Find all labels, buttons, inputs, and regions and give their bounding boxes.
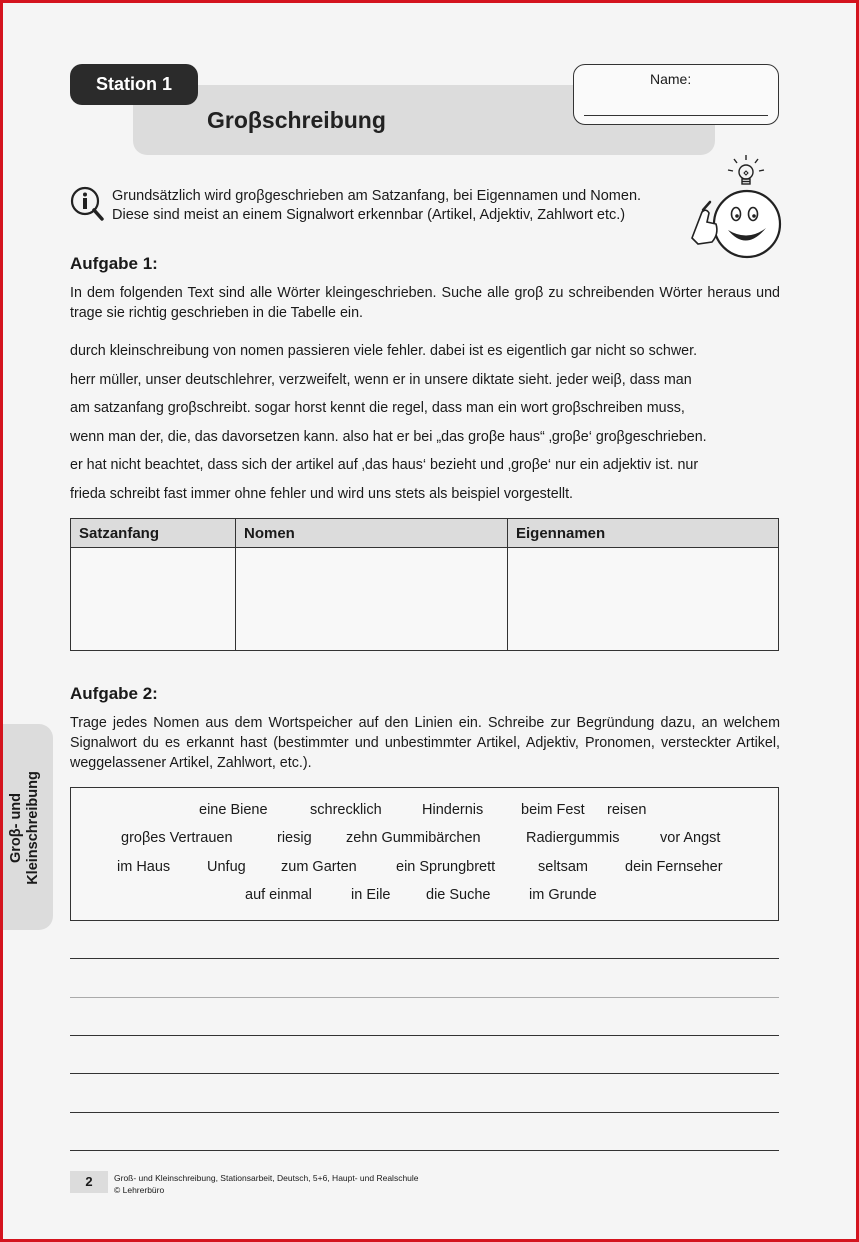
side-tab-line-2: Kleinschreibung	[25, 771, 41, 885]
table-cell-satzanfang[interactable]	[71, 548, 236, 651]
side-tab-label	[8, 771, 42, 885]
name-label: Name:	[650, 71, 692, 87]
story-line: herr müller, unser deutschlehrer, verzweifelt, wenn er in unsere diktate sieht. jeder weiβ, dass man	[70, 371, 692, 388]
word-item: eine Biene	[199, 802, 268, 818]
word-item: im Haus	[117, 859, 171, 875]
task1-heading: Aufgabe 1:	[70, 254, 158, 273]
word-item: vor Angst	[660, 830, 721, 846]
write-line[interactable]	[70, 1035, 779, 1036]
story-line: durch kleinschreibung von nomen passieren viele fehler. dabei ist es eigentlich gar nicht so schwer.	[70, 343, 698, 359]
footer-line-2: © Lehrerbüro	[114, 1185, 165, 1195]
table-header-nomen: Nomen	[236, 519, 508, 548]
write-line[interactable]	[70, 1073, 779, 1074]
word-item: reisen	[607, 802, 647, 818]
task1-story	[70, 337, 780, 509]
page-number: 2	[70, 1171, 108, 1193]
word-bank	[70, 787, 779, 921]
smiley-lightbulb-icon	[688, 154, 784, 260]
name-write-line[interactable]	[584, 115, 768, 116]
word-item: Radiergummis	[526, 830, 620, 846]
word-item: in Eile	[351, 887, 391, 903]
page-title: Groβschreibung	[207, 107, 386, 133]
word-item: seltsam	[538, 859, 588, 875]
task1-instruction: In dem folgenden Text sind alle Wörter kleingeschrieben. Suche alle groβ zu schreibenden Wörter heraus und trage sie richtig geschrieben in die Tabelle ein.	[70, 285, 780, 321]
table-header-eigennamen: Eigennamen	[508, 519, 779, 548]
task2-heading: Aufgabe 2:	[70, 684, 158, 703]
story-line: wenn man der, die, das davorsetzen kann. also hat er bei „das groβe haus“ ‚groβe‘ groβgeschrieben.	[70, 428, 707, 445]
table-cell-eigennamen[interactable]	[508, 548, 779, 651]
story-line: am satzanfang groβschreibt. sogar horst kennt die regel, dass man ein wort groβschreiben muss,	[70, 400, 685, 417]
word-item: Hindernis	[422, 802, 484, 818]
write-line[interactable]	[70, 1112, 779, 1113]
word-item: zum Garten	[281, 859, 357, 875]
write-line[interactable]	[70, 958, 779, 959]
word-item: riesig	[277, 830, 312, 846]
word-item: die Suche	[426, 887, 491, 903]
word-item: ein Sprungbrett	[396, 859, 496, 875]
info-text	[112, 187, 641, 225]
word-item: auf einmal	[245, 887, 312, 903]
story-line: frieda schreibt fast immer ohne fehler und wird uns stets als beispiel vorgestellt.	[70, 485, 574, 502]
word-item: im Grunde	[529, 887, 597, 903]
table-cell-nomen[interactable]	[236, 548, 508, 651]
task2-instruction: Trage jedes Nomen aus dem Wortspeicher auf den Linien ein. Schreibe zur Begründung dazu, an welchem Signalwort du es erkannt hast (bestimmter und unbestimmter Artikel, Adjektiv, Pronomen, versteckter Artikel, weggelassener Artikel, Zahlwort, etc.).	[70, 715, 780, 771]
name-box	[573, 64, 779, 125]
table-header-satzanfang: Satzanfang	[71, 519, 236, 548]
info-line-1: Grundsätzlich wird groβgeschrieben am Satzanfang, bei Eigennamen und Nomen.	[112, 188, 642, 204]
word-item: schrecklich	[310, 802, 382, 818]
footer-text	[114, 1172, 419, 1196]
write-line[interactable]	[70, 1150, 779, 1151]
word-item: beim Fest	[521, 802, 585, 818]
story-line: er hat nicht beachtet, dass sich der artikel auf ‚das haus‘ bezieht und ‚groβe‘ nur ein adjektiv ist. nur	[70, 457, 699, 474]
word-item: dein Fernseher	[625, 859, 723, 875]
word-item: zehn Gummibärchen	[346, 830, 481, 846]
answer-table	[70, 518, 779, 651]
word-item: Unfug	[207, 859, 246, 875]
info-icon	[70, 186, 104, 222]
side-tab-line-1: Groβ- und	[8, 792, 24, 864]
station-label: Station 1	[70, 64, 198, 105]
write-line[interactable]	[70, 997, 779, 998]
word-item: groβes Vertrauen	[121, 830, 233, 846]
footer-line-1: Groß- und Kleinschreibung, Stationsarbeit, Deutsch, 5+6, Haupt- und Realschule	[114, 1173, 419, 1183]
info-line-2: Diese sind meist an einem Signalwort erkennbar (Artikel, Adjektiv, Zahlwort etc.)	[112, 207, 626, 223]
